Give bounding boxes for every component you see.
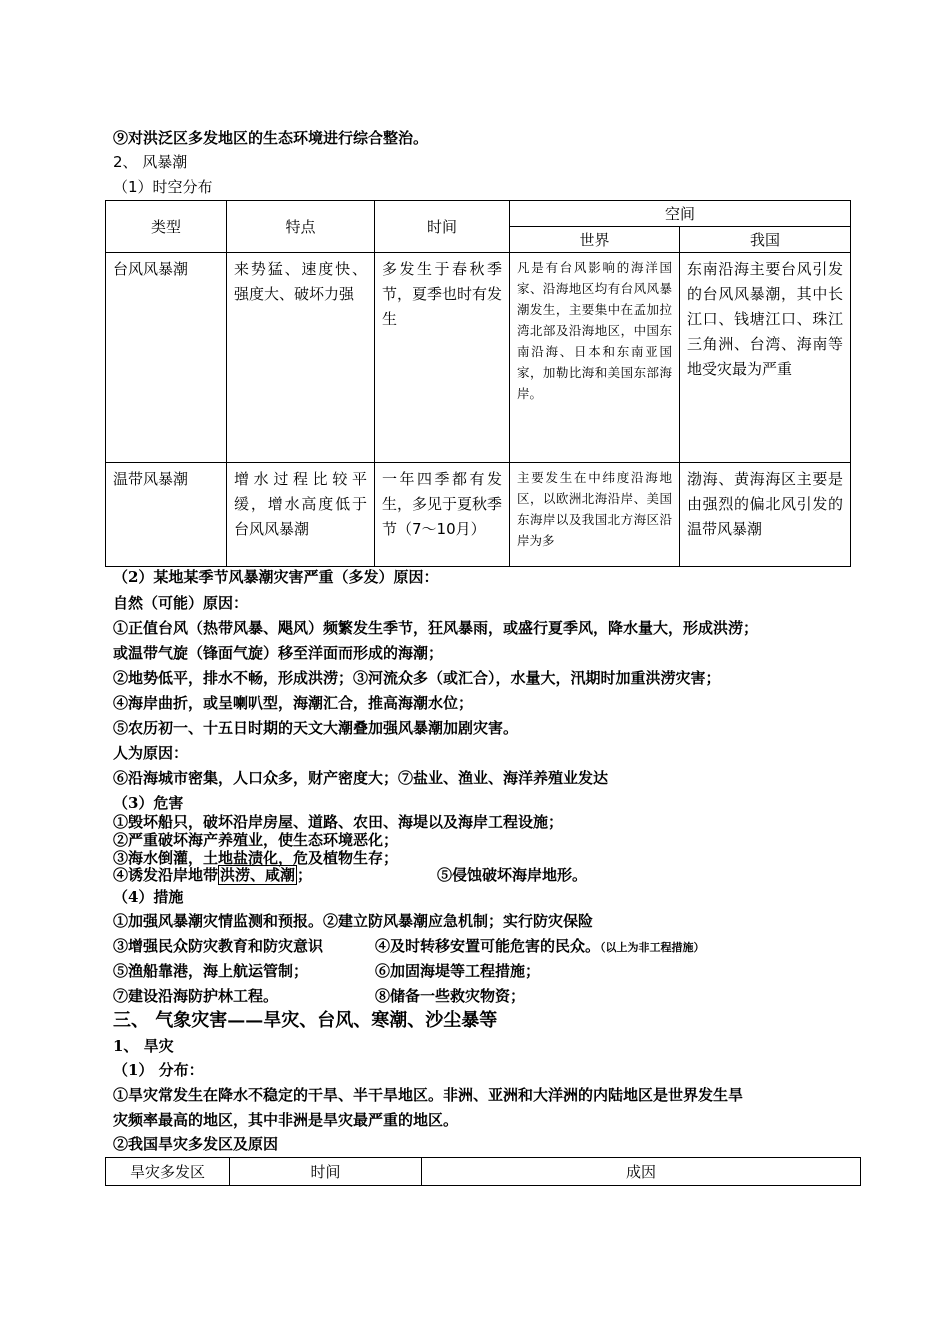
sub-1-heading: （1）时空分布 <box>113 178 213 196</box>
human-heading: 人为原因： <box>113 744 189 762</box>
cell-type: 温带风暴潮 <box>106 463 227 567</box>
header-china: 我国 <box>680 227 851 253</box>
header-world: 世界 <box>510 227 680 253</box>
sub-2-heading: （2）某地某季节风暴潮灾害严重（多发）原因： <box>113 568 439 586</box>
header-drought-area: 旱灾多发区 <box>106 1158 230 1186</box>
measure-4: ④及时转移安置可能危害的民众。 <box>375 937 601 955</box>
distribution-1b: 灾频率最高的地区，其中非洲是旱灾最严重的地区。 <box>113 1111 459 1129</box>
harm-4-prefix: ④诱发沿岸地带 <box>113 866 219 884</box>
cell-feature: 来势猛、速度快、强度大、破坏力强 <box>227 253 375 463</box>
natural-5: ⑤农历初一、十五日时期的天文大潮叠加强风暴潮加剧灾害。 <box>113 719 519 737</box>
table-row <box>106 253 851 463</box>
header-drought-cause: 成因 <box>422 1158 861 1186</box>
natural-4: ④海岸曲折，或呈喇叭型，海潮汇合，推高海潮水位； <box>113 694 474 712</box>
sub-4-heading: （4）措施 <box>113 888 184 906</box>
harm-4-boxed: 洪涝、咸潮 <box>220 866 296 884</box>
header-type: 类型 <box>106 201 227 253</box>
natural-1b: 或温带气旋（锋面气旋）移至洋面而形成的海潮； <box>113 644 444 662</box>
cell-china: 渤海、黄海海区主要是由强烈的偏北风引发的温带风暴潮 <box>680 463 851 567</box>
distribution-heading: （1） 分布： <box>113 1061 204 1079</box>
measure-5: ⑤渔船靠港，海上航运管制； <box>113 962 309 980</box>
sub-3-heading: （3）危害 <box>113 794 184 812</box>
measure-7: ⑦建设沿海防护林工程。 <box>113 987 279 1005</box>
natural-2: ②地势低平，排水不畅，形成洪涝；③河流众多（或汇合），水量大，汛期时加重洪涝灾害； <box>113 669 721 687</box>
header-time: 时间 <box>375 201 510 253</box>
harm-5: ⑤侵蚀破坏海岸地形。 <box>437 866 588 884</box>
human-6: ⑥沿海城市密集，人口众多，财产密度大；⑦盐业、渔业、海洋养殖业发达 <box>113 769 609 787</box>
measure-4-line <box>375 936 705 958</box>
measure-6: ⑥加固海堤等工程措施； <box>375 962 541 980</box>
header-space: 空间 <box>510 201 851 227</box>
distribution-2: ②我国旱灾多发区及原因 <box>113 1135 279 1153</box>
section-2-heading: 2、 风暴潮 <box>113 153 188 171</box>
measure-3: ③增强民众防灾教育和防灾意识 <box>113 937 324 955</box>
cell-world: 凡是有台风影响的海洋国家、沿海地区均有台风风暴潮发生，主要集中在孟加拉湾北部及沿海地区，中国东南沿海、日本和东南亚国家，加勒比海和美国东部海岸。 <box>510 253 680 463</box>
header-drought-time: 时间 <box>230 1158 422 1186</box>
measure-8: ⑧储备一些救灾物资； <box>375 987 526 1005</box>
storm-surge-table <box>105 200 851 567</box>
cell-feature: 增水过程比较平缓，增水高度低于台风风暴潮 <box>227 463 375 567</box>
intro-line: ⑨对洪泛区多发地区的生态环境进行综合整治。 <box>113 129 429 147</box>
harm-4 <box>113 866 312 884</box>
cell-time: 多发生于春秋季节，夏季也时有发生 <box>375 253 510 463</box>
drought-table <box>105 1157 861 1186</box>
cell-time: 一年四季都有发生，多见于夏秋季节（7～10月） <box>375 463 510 567</box>
drought-heading: 1、 旱灾 <box>113 1037 174 1055</box>
harm-1: ①毁坏船只，破坏沿岸房屋、道路、农田、海堤以及海岸工程设施； <box>113 813 564 831</box>
cell-china: 东南沿海主要台风引发的台风风暴潮，其中长江口、钱塘江口、珠江三角洲、台湾、海南等地受灾最为严重 <box>680 253 851 463</box>
measure-note: （以上为非工程措施） <box>600 941 705 954</box>
natural-heading: 自然（可能）原因： <box>113 594 249 612</box>
section-3-heading: 三、 气象灾害——旱灾、台风、寒潮、沙尘暴等 <box>113 1010 498 1031</box>
harm-2: ②严重破坏海产养殖业，使生态环境恶化； <box>113 831 399 849</box>
distribution-1a: ①旱灾常发生在降水不稳定的干旱、半干旱地区。非洲、亚洲和大洋洲的内陆地区是世界发生旱 <box>113 1086 744 1104</box>
harm-3: ③海水倒灌，土地盐渍化，危及植物生存； <box>113 849 399 867</box>
natural-1a: ①正值台风（热带风暴、飓风）频繁发生季节，狂风暴雨，或盛行夏季风，降水量大，形成洪涝； <box>113 619 759 637</box>
header-feature: 特点 <box>227 201 375 253</box>
cell-world: 主要发生在中纬度沿海地区，以欧洲北海沿岸、美国东海岸以及我国北方海区沿岸为多 <box>510 463 680 567</box>
harm-4-suffix: ； <box>297 866 313 884</box>
measure-1: ①加强风暴潮灾情监测和预报。②建立防风暴潮应急机制；实行防灾保险 <box>113 912 594 930</box>
cell-type: 台风风暴潮 <box>106 253 227 463</box>
table-row <box>106 463 851 567</box>
